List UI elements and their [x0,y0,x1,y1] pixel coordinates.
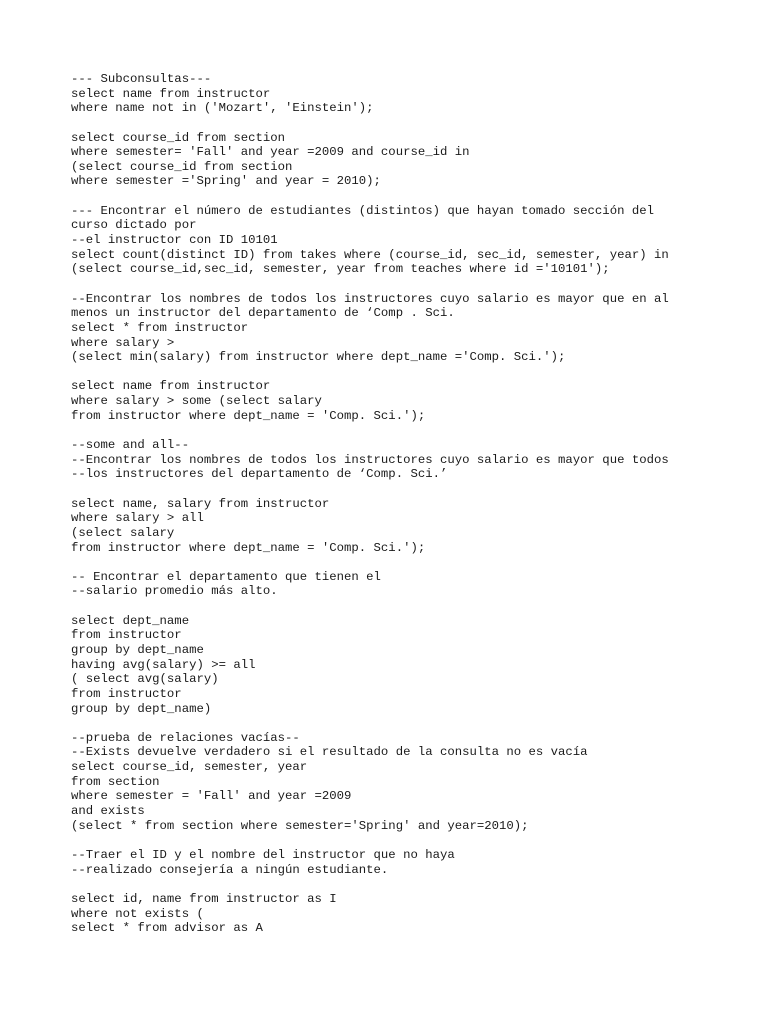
text-line: select name, salary from instructor [71,496,330,511]
text-line: menos un instructor del departamento de ‘Comp . Sci. [71,306,455,321]
text-line: select * from advisor as A [71,921,263,936]
text-line: --Encontrar los nombres de todos los instructores cuyo salario es mayor que todos [71,452,669,467]
text-line: select course_id from section [71,130,286,145]
blank-line [71,599,761,614]
text-line: --prueba de relaciones vacías-- [71,730,300,745]
text-line: select * from instructor [71,320,249,335]
text-line: and exists [71,804,145,819]
blank-line [71,555,761,570]
text-line: from instructor [71,686,182,701]
text-line: --los instructores del departamento de ‘Comp. Sci.’ [71,467,448,482]
text-line: --realizado consejería a ningún estudiante. [71,862,389,877]
text-line: --Traer el ID y el nombre del instructor que no haya [71,847,455,862]
text-line: from instructor [71,628,182,643]
blank-line [71,482,761,497]
text-line: curso dictado por [71,218,197,233]
text-line: ( select avg(salary) [71,672,219,687]
text-line: (select * from section where semester='Spring' and year=2010); [71,818,529,833]
text-line: where name not in ('Mozart', 'Einstein'); [71,101,374,116]
text-line: (select course_id,sec_id, semester, year from teaches where id ='10101'); [71,262,610,277]
text-line: --some and all-- [71,438,190,453]
text-line: from instructor where dept_name = 'Comp. Sci.'); [71,408,426,423]
text-line: where semester = 'Fall' and year =2009 [71,789,352,804]
text-line: where salary > some (select salary [71,394,322,409]
blank-line [71,116,761,131]
text-line: having avg(salary) >= all [71,657,256,672]
sql-document-body [71,72,761,936]
blank-line [71,716,761,731]
text-line: --Exists devuelve verdadero si el resultado de la consulta no es vacía [71,745,588,760]
blank-line [71,833,761,848]
text-line: (select salary [71,525,175,540]
text-line: (select course_id from section [71,159,293,174]
text-line: --Encontrar los nombres de todos los instructores cuyo salario es mayor que en al [71,291,669,306]
text-line: group by dept_name [71,642,204,657]
text-line: select dept_name [71,613,190,628]
text-line: where semester ='Spring' and year = 2010); [71,174,381,189]
blank-line [71,189,761,204]
text-line: select count(distinct ID) from takes where (course_id, sec_id, semester, year) in [71,247,669,262]
text-line: where salary > all [71,511,204,526]
blank-line [71,877,761,892]
text-line: --el instructor con ID 10101 [71,233,278,248]
text-line: -- Encontrar el departamento que tienen el [71,569,381,584]
text-line: from section [71,774,160,789]
text-line: (select min(salary) from instructor where dept_name ='Comp. Sci.'); [71,350,566,365]
text-line: select name from instructor [71,86,271,101]
blank-line [71,277,761,292]
text-line: from instructor where dept_name = 'Comp. Sci.'); [71,540,426,555]
text-line: --salario promedio más alto. [71,584,278,599]
text-line: select id, name from instructor as I [71,891,337,906]
blank-line [71,365,761,380]
text-line: where not exists ( [71,906,204,921]
text-line: --- Subconsultas--- [71,72,212,86]
text-line: where semester= 'Fall' and year =2009 and course_id in [71,145,470,160]
blank-line [71,423,761,438]
text-line: --- Encontrar el número de estudiantes (distintos) que hayan tomado sección del [71,203,654,218]
text-line: select course_id, semester, year [71,760,308,775]
text-line: select name from instructor [71,379,271,394]
text-line: where salary > [71,335,175,350]
text-line: group by dept_name) [71,701,212,716]
